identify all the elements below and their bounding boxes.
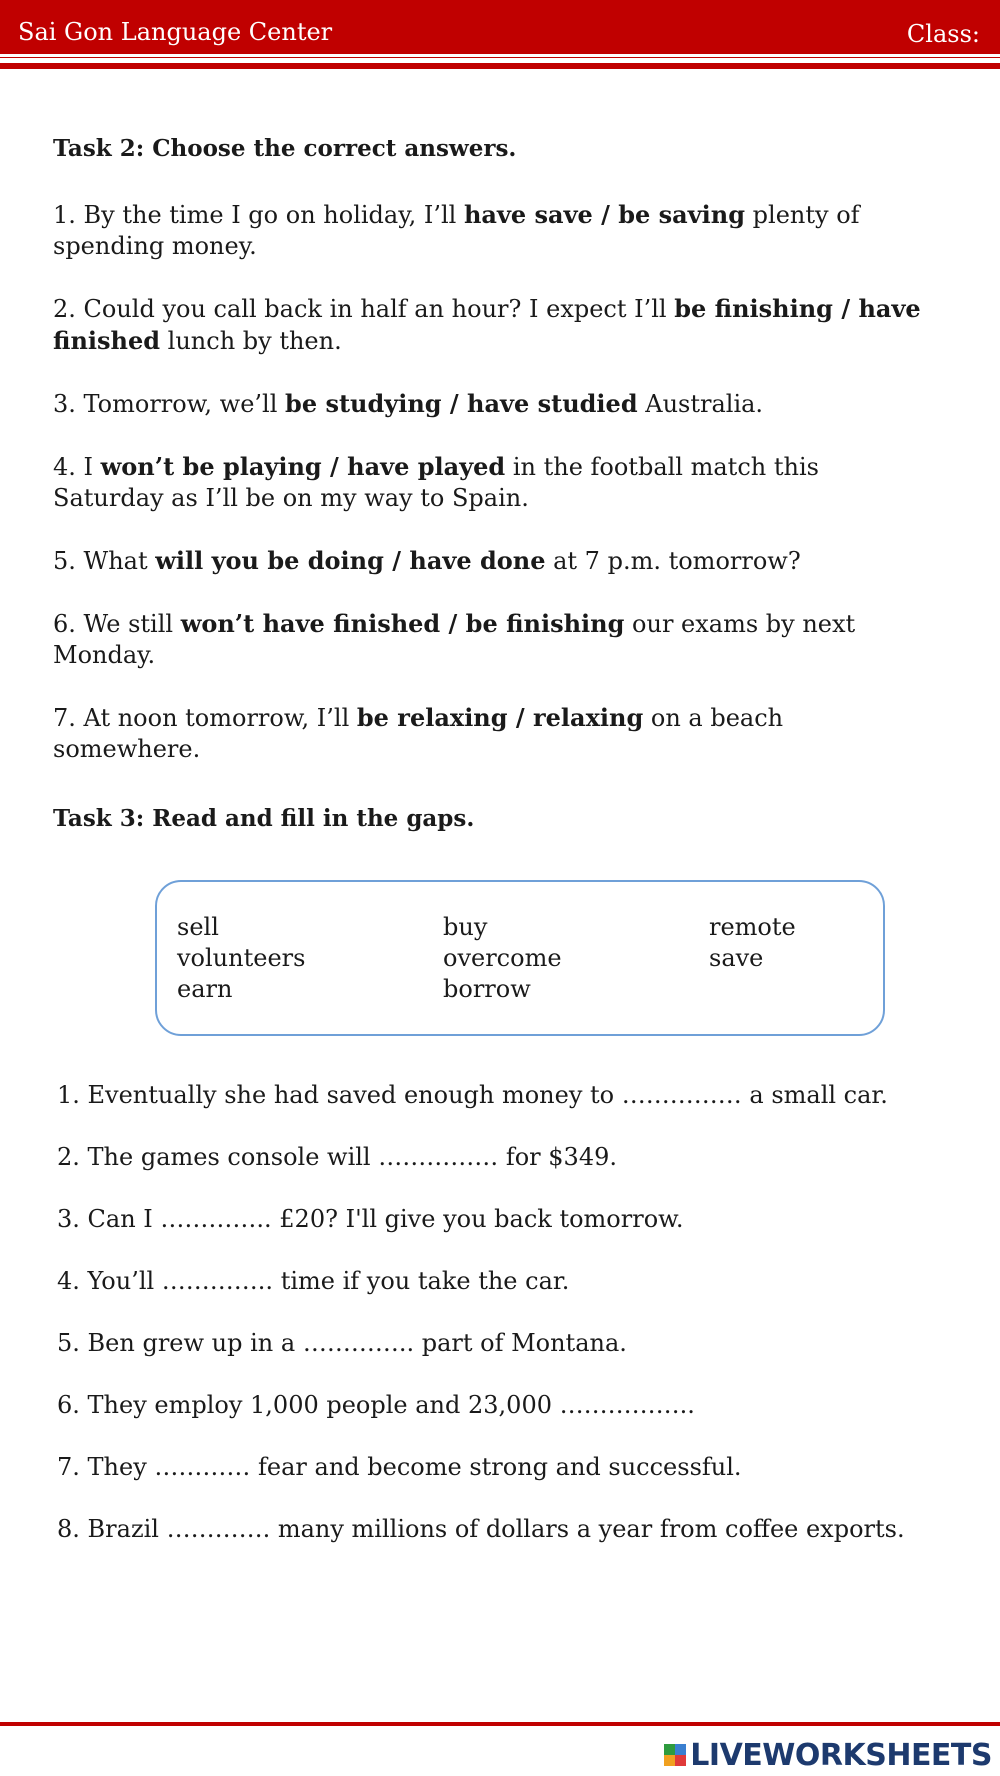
task2-question xyxy=(53,293,933,357)
word-box-column-2 xyxy=(443,912,562,1005)
question-text: plenty of spending money. xyxy=(53,201,860,260)
word-bank-item: earn xyxy=(177,975,233,1003)
question-text: 2. Could you call back in half an hour? I expect I’ll xyxy=(53,295,675,323)
question-text: 1. By the time I go on holiday, I’ll xyxy=(53,201,464,229)
word-bank-item: remote xyxy=(709,913,796,941)
task3-title: Task 3: Read and fill in the gaps. xyxy=(53,805,475,832)
question-text: on a beach somewhere. xyxy=(53,704,784,763)
header-divider xyxy=(0,54,1000,57)
gap-sentence[interactable]: 5. Ben grew up in a ………….. part of Montana. xyxy=(57,1329,627,1357)
liveworksheets-logo xyxy=(664,1738,992,1772)
answer-options[interactable]: have save / be saving xyxy=(463,200,746,229)
answer-options[interactable]: be relaxing / relaxing xyxy=(356,703,644,732)
question-text: Australia. xyxy=(637,390,764,418)
task2-title: Task 2: Choose the correct answers. xyxy=(53,135,517,162)
liveworksheets-logo-icon xyxy=(664,1744,686,1766)
gap-sentence[interactable]: 8. Brazil …………. many millions of dollars a year from coffee exports. xyxy=(57,1515,905,1543)
answer-options[interactable]: won’t have finished / be finishing xyxy=(180,609,625,638)
question-text: at 7 p.m. tomorrow? xyxy=(545,547,801,575)
answer-options[interactable]: be finishing / have finished xyxy=(53,294,921,355)
task2-question xyxy=(53,451,933,514)
gap-sentence[interactable]: 2. The games console will …………… for $349. xyxy=(57,1143,617,1171)
gap-sentence[interactable]: 7. They ………… fear and become strong and successful. xyxy=(57,1453,742,1481)
answer-options[interactable]: be studying / have studied xyxy=(285,389,638,418)
task2-question xyxy=(53,608,933,671)
answer-options[interactable]: won’t be playing / have played xyxy=(100,452,506,481)
word-bank-item: save xyxy=(709,944,764,972)
task2-question xyxy=(53,199,933,262)
word-box-column-1 xyxy=(177,912,305,1005)
task3-sentences xyxy=(57,1080,957,1576)
question-text: 7. At noon tomorrow, I’ll xyxy=(53,704,357,732)
question-text: 5. What xyxy=(53,547,156,575)
header-bar xyxy=(0,0,1000,58)
question-text: 6. We still xyxy=(53,610,181,638)
footer-rule xyxy=(0,1722,1000,1726)
word-box xyxy=(155,880,885,1036)
word-bank-item: buy xyxy=(443,913,488,941)
center-name: Sai Gon Language Center xyxy=(18,18,333,46)
logo-text: LIVEWORKSHEETS xyxy=(690,1737,992,1773)
gap-sentence[interactable]: 4. You’ll ………….. time if you take the car. xyxy=(57,1267,570,1295)
question-text: lunch by then. xyxy=(160,327,342,355)
word-bank-item: borrow xyxy=(443,975,531,1003)
gap-sentence[interactable]: 6. They employ 1,000 people and 23,000 …………….. xyxy=(57,1391,695,1419)
question-text: 3. Tomorrow, we’ll xyxy=(53,390,286,418)
task2-question xyxy=(53,545,933,577)
question-text: 4. I xyxy=(53,453,101,481)
task2-question xyxy=(53,388,933,420)
gap-sentence[interactable]: 1. Eventually she had saved enough money to …………… a small car. xyxy=(57,1081,888,1109)
task2-section xyxy=(53,133,933,834)
task2-question xyxy=(53,702,933,765)
header-bottom-rule xyxy=(0,63,1000,69)
gap-sentence[interactable]: 3. Can I ………….. £20? I'll give you back tomorrow. xyxy=(57,1205,684,1233)
word-bank-item: sell xyxy=(177,913,219,941)
word-bank-item: volunteers xyxy=(177,944,306,972)
question-text: in the football match this Saturday as I’ll be on my way to Spain. xyxy=(53,453,819,512)
class-label: Class: xyxy=(906,20,980,48)
answer-options[interactable]: will you be doing / have done xyxy=(155,546,546,575)
question-text: our exams by next Monday. xyxy=(53,610,856,669)
word-bank-item: overcome xyxy=(443,944,562,972)
word-box-column-3 xyxy=(709,912,796,974)
